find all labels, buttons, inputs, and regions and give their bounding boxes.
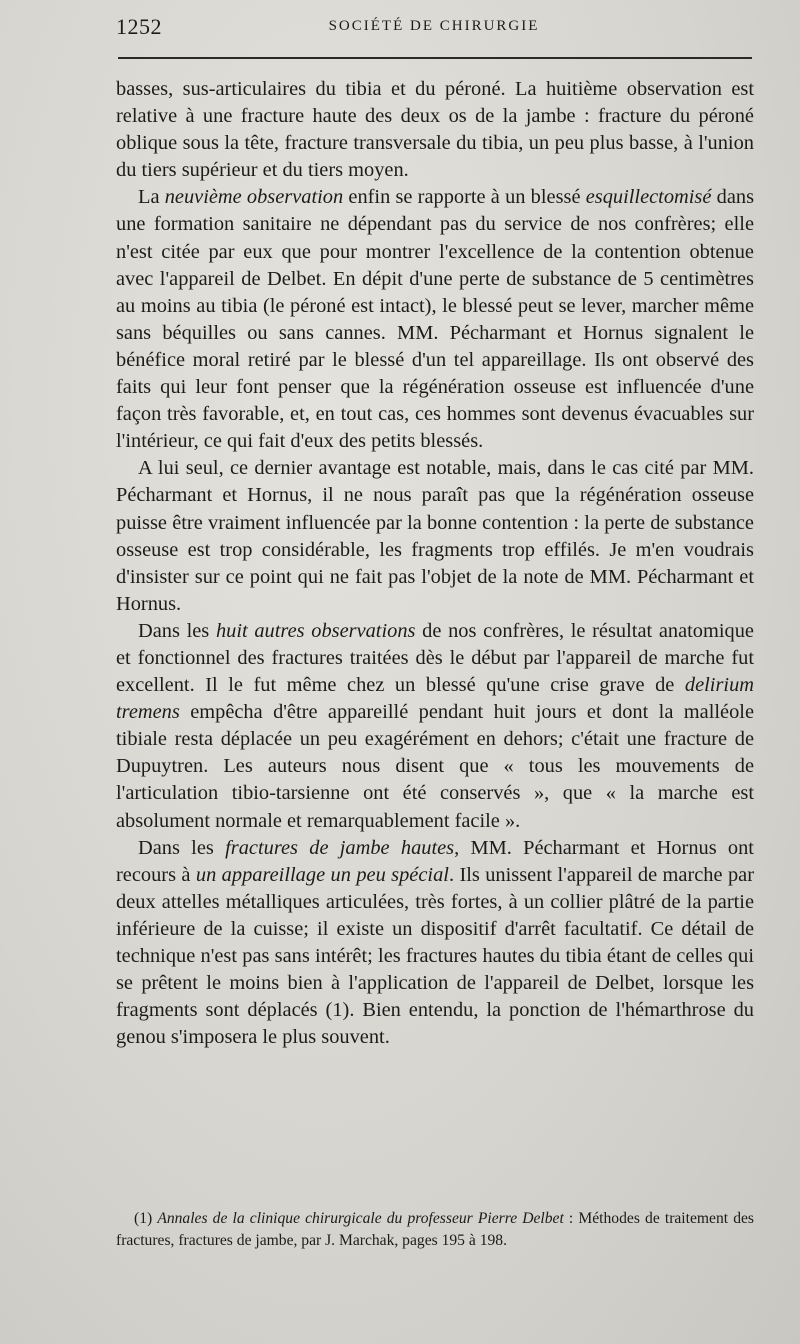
- footnote: [116, 1208, 754, 1251]
- page-number: 1252: [116, 14, 162, 39]
- text-run: : Méthodes de traitement des fractures, fractures de jambe, par J. Marchak, pages 195 à 198.: [116, 1210, 754, 1249]
- italic-text: huit autres observations: [215, 619, 416, 642]
- italic-text: neuvième observation: [164, 186, 344, 209]
- page-header: [116, 14, 752, 46]
- paragraph-5: [116, 835, 754, 1052]
- italic-text: un appareillage un peu spécial: [195, 863, 449, 886]
- paragraph-1: [116, 76, 754, 184]
- text-run: enfin se rapporte à un blessé: [343, 186, 586, 209]
- text-run: Dans les: [138, 619, 216, 642]
- footnote-mark: (1): [134, 1210, 153, 1227]
- text-run: empêcha d'être appareillé pendant huit jours et dont la malléole tibiale resta déplacée un peu exagérément en dehors; c'était une fracture de Dupuytren. Les auteurs nous disent que « tous les mouvements de l'articulation tibio-tarsienne ont été conservés », que « la marche est absolument normale et remarquablement facile ».: [116, 701, 754, 832]
- text-run: . Ils unissent l'appareil de marche par deux attelles métalliques articulées, très fortes, à un collier plâtré de la partie inférieure de la cuisse; il existe un dispositif d'arrêt facultatif. Ce détail de technique n'est pas sans intérêt; les fractures hautes du tibia étant de celles qui se prêtent le moins bien à l'application de l'appareil de Delbet, lorsque les fragments sont déplacés (1). Bien entendu, la ponction de l'hémarthrose du genou s'imposera le plus souvent.: [116, 863, 754, 1049]
- text-run: de nos confrères, le résultat anatomique et fonctionnel des fractures traitées dès le début par l'appareil de marche fut excellent. Il le fut même chez un blessé qu'une crise grave de: [116, 619, 754, 697]
- text-run: La: [138, 186, 165, 209]
- text-run: , MM. Pécharmant et Hornus ont recours à: [116, 836, 754, 886]
- italic-text: delirium tremens: [116, 674, 754, 724]
- footnote-text: [116, 1210, 754, 1249]
- text-run: basses, sus-articulaires du tibia et du péroné. La huitième observation est relative à une fracture haute des deux os de la jambe : fracture du péroné oblique sous la tête, fracture transversale du tibia, un peu plus basse, à l'union du tiers supérieur et du tiers moyen.: [116, 78, 754, 182]
- italic-text: Annales de la clinique chirurgicale du professeur Pierre Delbet: [157, 1210, 564, 1227]
- paragraph-3: [116, 455, 754, 618]
- text-run: Dans les: [138, 836, 226, 859]
- text-run: A lui seul, ce dernier avantage est notable, mais, dans le cas cité par MM. Pécharmant et Hornus, il ne nous paraît pas que la régénération osseuse puisse être vraiment influencée par la bonne contention : la perte de substance osseuse est trop considérable, les fragments trop effilés. Je m'en voudrais d'insister sur ce point qui ne fait pas l'objet de la note de MM. Pécharmant et Hornus.: [116, 457, 754, 615]
- running-head: SOCIÉTÉ DE CHIRURGIE: [328, 18, 540, 34]
- paragraph-4: [116, 618, 754, 835]
- body-text: [116, 76, 754, 1051]
- italic-text: esquillectomisé: [585, 186, 712, 209]
- header-rule: [118, 57, 752, 59]
- paragraph-2: [116, 184, 754, 455]
- italic-text: fractures de jambe hautes: [225, 836, 455, 859]
- text-run: dans une formation sanitaire ne dépendant pas du service de nos confrères; elle n'est citée par eux que pour montrer l'excellence de la contention obtenue avec l'appareil de Delbet. En dépit d'une perte de substance de 5 centimètres au moins au tibia (le péroné est intact), le blessé peut se lever, marcher même sans béquilles ou sans cannes. MM. Pécharmant et Hornus signalent le bénéfice moral retiré par le blessé d'un tel appareillage. Ils ont observé des faits qui leur font penser que la régénération osseuse est influencée d'une façon très favorable, et, en tout cas, ces hommes sont devenus évacuables sur l'intérieur, ce qui fait d'eux des petits blessés.: [116, 186, 755, 453]
